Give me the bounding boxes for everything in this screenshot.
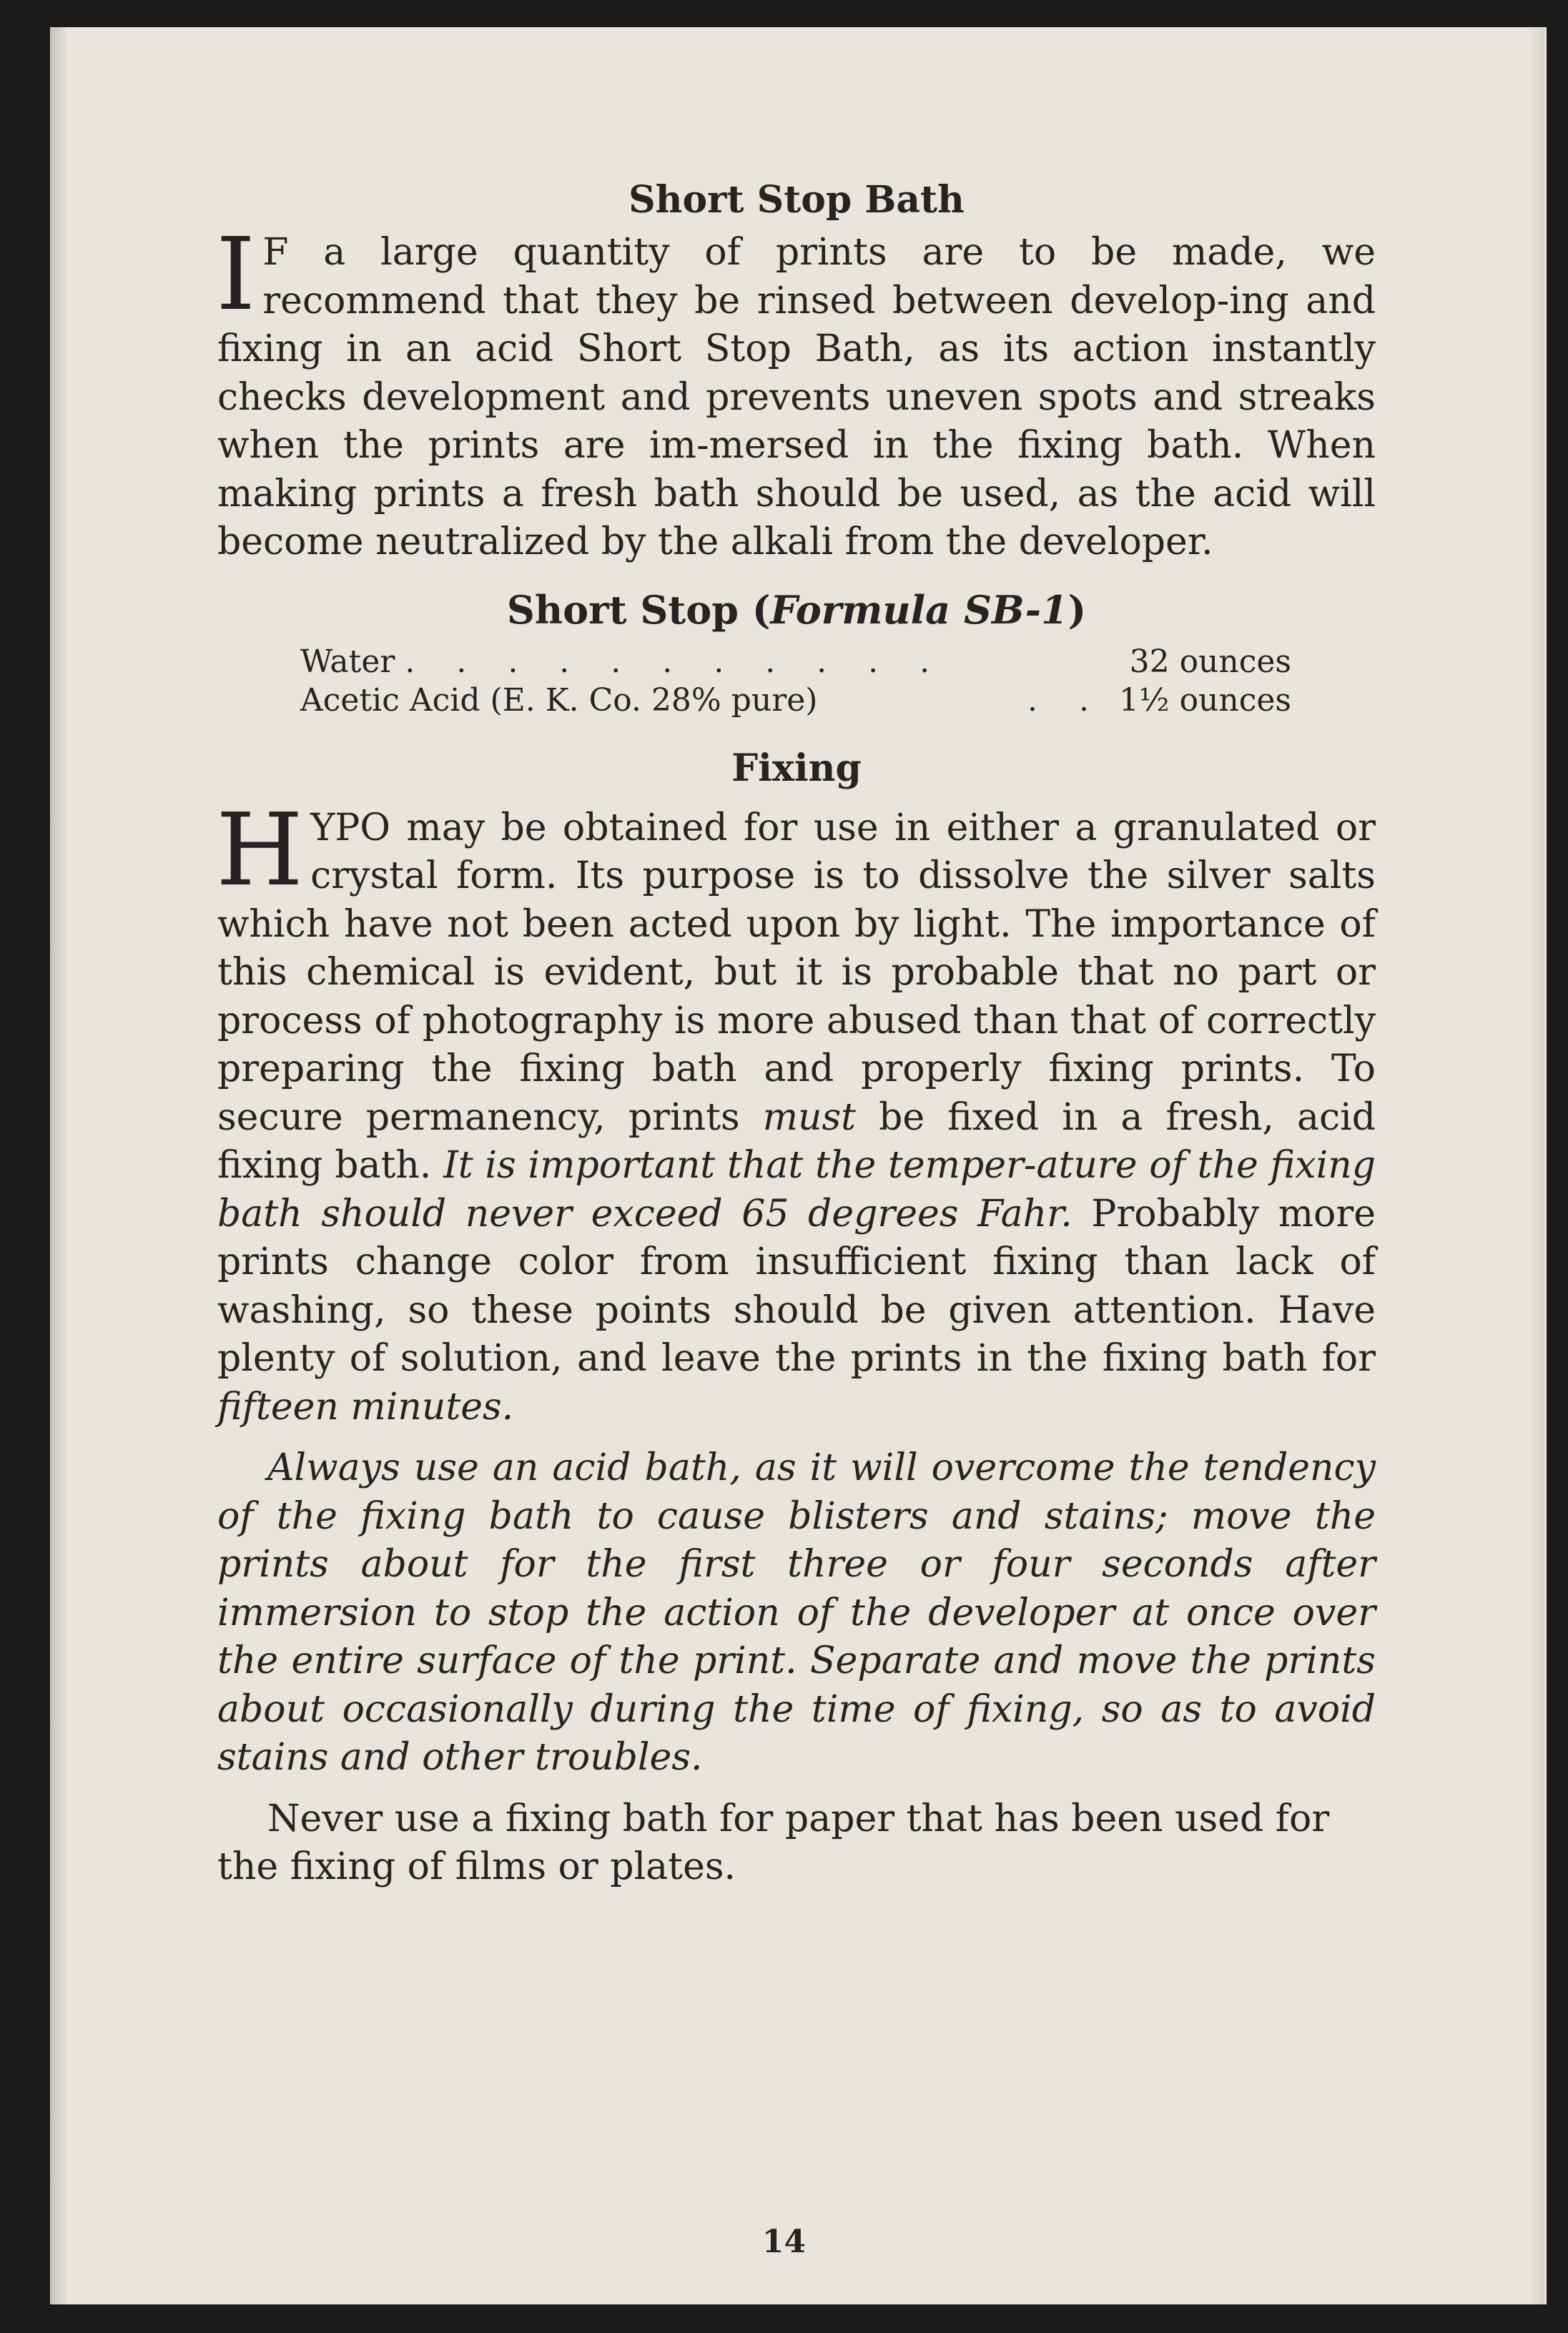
leader-dots: . . . . . . . . . . . <box>405 643 946 680</box>
paragraph-text: F a large quantity of prints are to be made, we recommend that they be rinsed between develop-ing and fixing in an acid Short Stop Bath, as its action instantly checks development and prevents uneven spots and streaks when the prints are im-mersed in the fixing bath. When making prints a fresh bath should be used, as the acid will become neutralized by the alkali from the developer. <box>217 231 1376 563</box>
formula-title <box>217 583 1376 637</box>
emphasis-temperature: It is important that the temper-ature of the fixing bath should never exceed 65 degrees Fahr. <box>217 1144 1376 1235</box>
paragraph-never-use: Never use a fixing bath for paper that has been used for the fixing of films or plates. <box>217 1797 1330 1888</box>
drop-cap-i: I <box>216 217 256 333</box>
heading-fixing: Fixing <box>731 746 862 790</box>
paragraph-short-stop-intro <box>216 217 1376 567</box>
formula-amount: 32 ounces <box>1129 643 1291 680</box>
formula-item: Water <box>300 643 395 680</box>
paragraph-text-c: Probably more prints change color from insufficient fixing than lack of washing, so these points should be given attention. Have plenty of solution, and leave the prints in the fixing bath for <box>217 1192 1376 1380</box>
formula-title-prefix: Short Stop ( <box>506 586 771 633</box>
emphasis-fifteen-minutes: fifteen minutes. <box>217 1385 514 1429</box>
page-gutter-edge <box>50 27 66 2304</box>
formula-title-name: Formula SB-1 <box>770 586 1068 633</box>
emphasis-must: must <box>762 1095 857 1139</box>
formula-amount: 1½ ounces <box>1118 681 1291 719</box>
paragraph-text-a: YPO may be obtained for use in either a granulated or crystal form. Its purpose is to dissolve the silver salts which have not been acted upon by light. The importance of this chemical is evident, but it is probable that no part or process of photography is more abused than that of correctly preparing the fixing bath and properly fixing prints. To secure permanency, prints <box>217 806 1376 1139</box>
drop-cap-h: H <box>216 791 304 909</box>
paragraph-text-b: be fixed in a fresh, acid fixing bath. <box>217 1095 1376 1187</box>
paragraph-acid-bath-advice: Always use an acid bath, as it will overcome the tendency of the fixing bath to cause blisters and stains; move the prints about for the first three or four seconds after immersion to stop the action of the developer at once over the entire surface of the print. Separate and move the prints about occasionally during the time of fixing, so as to avoid stains and other troubles. <box>217 1446 1376 1779</box>
leader-dots: . . <box>1027 681 1105 719</box>
formula-item: Acetic Acid (E. K. Co. 28% pure) <box>300 681 818 719</box>
paragraph-fixing-hypo <box>216 791 1376 1432</box>
formula-row-acetic-acid <box>300 681 1291 720</box>
formula-table <box>300 643 1291 720</box>
page-right-edge <box>1530 27 1544 2304</box>
heading-short-stop-bath: Short Stop Bath <box>628 178 965 222</box>
formula-row-water <box>300 643 1291 681</box>
formula-title-suffix: ) <box>1067 586 1087 633</box>
page-content <box>217 172 1376 1892</box>
page-number: 14 <box>761 2224 807 2260</box>
